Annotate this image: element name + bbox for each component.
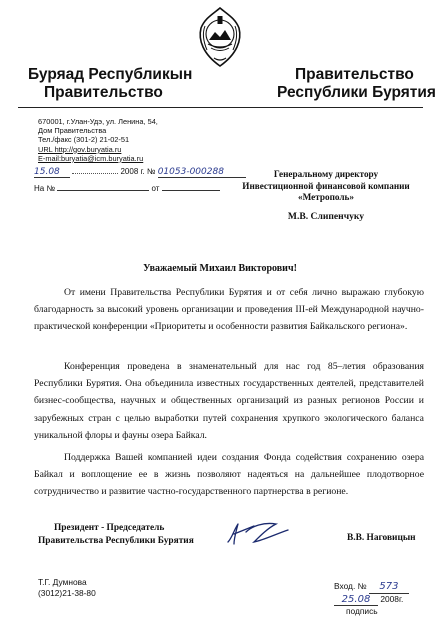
address-phone: Тел./факс (301-2) 21-02-51 — [38, 135, 130, 145]
handwritten-signature — [224, 512, 292, 550]
recipient-position: Генеральному директору — [273, 169, 379, 179]
signatory-title — [38, 522, 194, 547]
header-left-line1: Буряад Республикын — [28, 66, 193, 83]
doc-number-handwritten: 01053-000288 — [158, 167, 246, 178]
recipient-company: Инвестиционной финансовой компании — [242, 180, 410, 191]
signatory-name: В.В. Наговицын — [347, 533, 416, 543]
recipient-block — [226, 169, 426, 204]
header-divider — [18, 107, 423, 108]
address-building: Дом Правительства — [38, 126, 107, 136]
executor-block — [38, 577, 96, 599]
doc-year-label: 2008 г. № — [120, 167, 156, 176]
ref-ot-label: от — [151, 184, 160, 193]
coat-of-arms-emblem — [197, 6, 243, 70]
stamp-year: 2008г. — [380, 593, 404, 604]
stamp-incoming-number: 573 — [369, 581, 409, 594]
header-right-line2: Республики Бурятия — [277, 84, 436, 101]
address-url[interactable]: URL http://gov.buryatia.ru — [38, 144, 122, 154]
executor-phone: (3012)21-38-80 — [38, 588, 96, 598]
signatory-title-line2: Правительства Республики Бурятия — [38, 535, 194, 546]
header-right-line1: Правительство — [295, 66, 414, 83]
stamp-date-handwritten: 25.08 — [334, 594, 378, 607]
recipient-company-name: «Метрополь» — [298, 192, 354, 202]
stamp-incoming-label: Вход. № — [334, 581, 367, 591]
stamp-sign-label: подпись — [346, 606, 378, 616]
address-street: 670001, г.Улан-Удэ, ул. Ленина, 54, — [38, 117, 158, 126]
incoming-stamp — [334, 581, 409, 618]
greeting: Уважаемый Михаил Викторович! — [143, 263, 297, 274]
signatory-title-line1: Президент - Председатель — [54, 523, 165, 533]
recipient-name: М.В. Слипенчуку — [287, 211, 365, 222]
ref-na-label: На № — [34, 184, 56, 193]
body-paragraph-3: Поддержка Вашей компанией идеи создания Фонда содействия сохранению озера Байкал и воплощение ее в жизнь позволяют надеяться на дальнейшее плодотворное сотрудничество и развитие частно-государственного партнерства в регионе. — [34, 452, 424, 498]
body-paragraph-1: От имени Правительства Республики Бурятия и от себя лично выражаю глубокую благодарность за высокий уровень организации и проведения III-ей Международной научно-практической конференции «Приоритеты и особенности развития Байкальского региона». — [34, 287, 424, 333]
doc-date-line — [34, 167, 246, 178]
header-left-line2: Правительство — [44, 84, 163, 101]
body-paragraph-2: Конференция проведена в знаменательный для нас год 85–летия образования Республики Бурятия. Она объединила известных государственных деятелей, представителей бизнес-сообщества, научных и общественных организаций из разных регионов России и зарубежных стран с целью выработки путей сохранения хрупкого экологического баланса уникальной флоры и фауны озера Байкал. — [34, 361, 424, 441]
executor-name: Т.Г. Думнова — [38, 577, 87, 587]
sender-address — [38, 117, 158, 163]
doc-reference-line — [34, 184, 220, 193]
doc-date-handwritten: 15.08 — [34, 167, 70, 178]
address-email[interactable]: E-mail:buryatia@icm.buryatia.ru — [38, 153, 144, 163]
